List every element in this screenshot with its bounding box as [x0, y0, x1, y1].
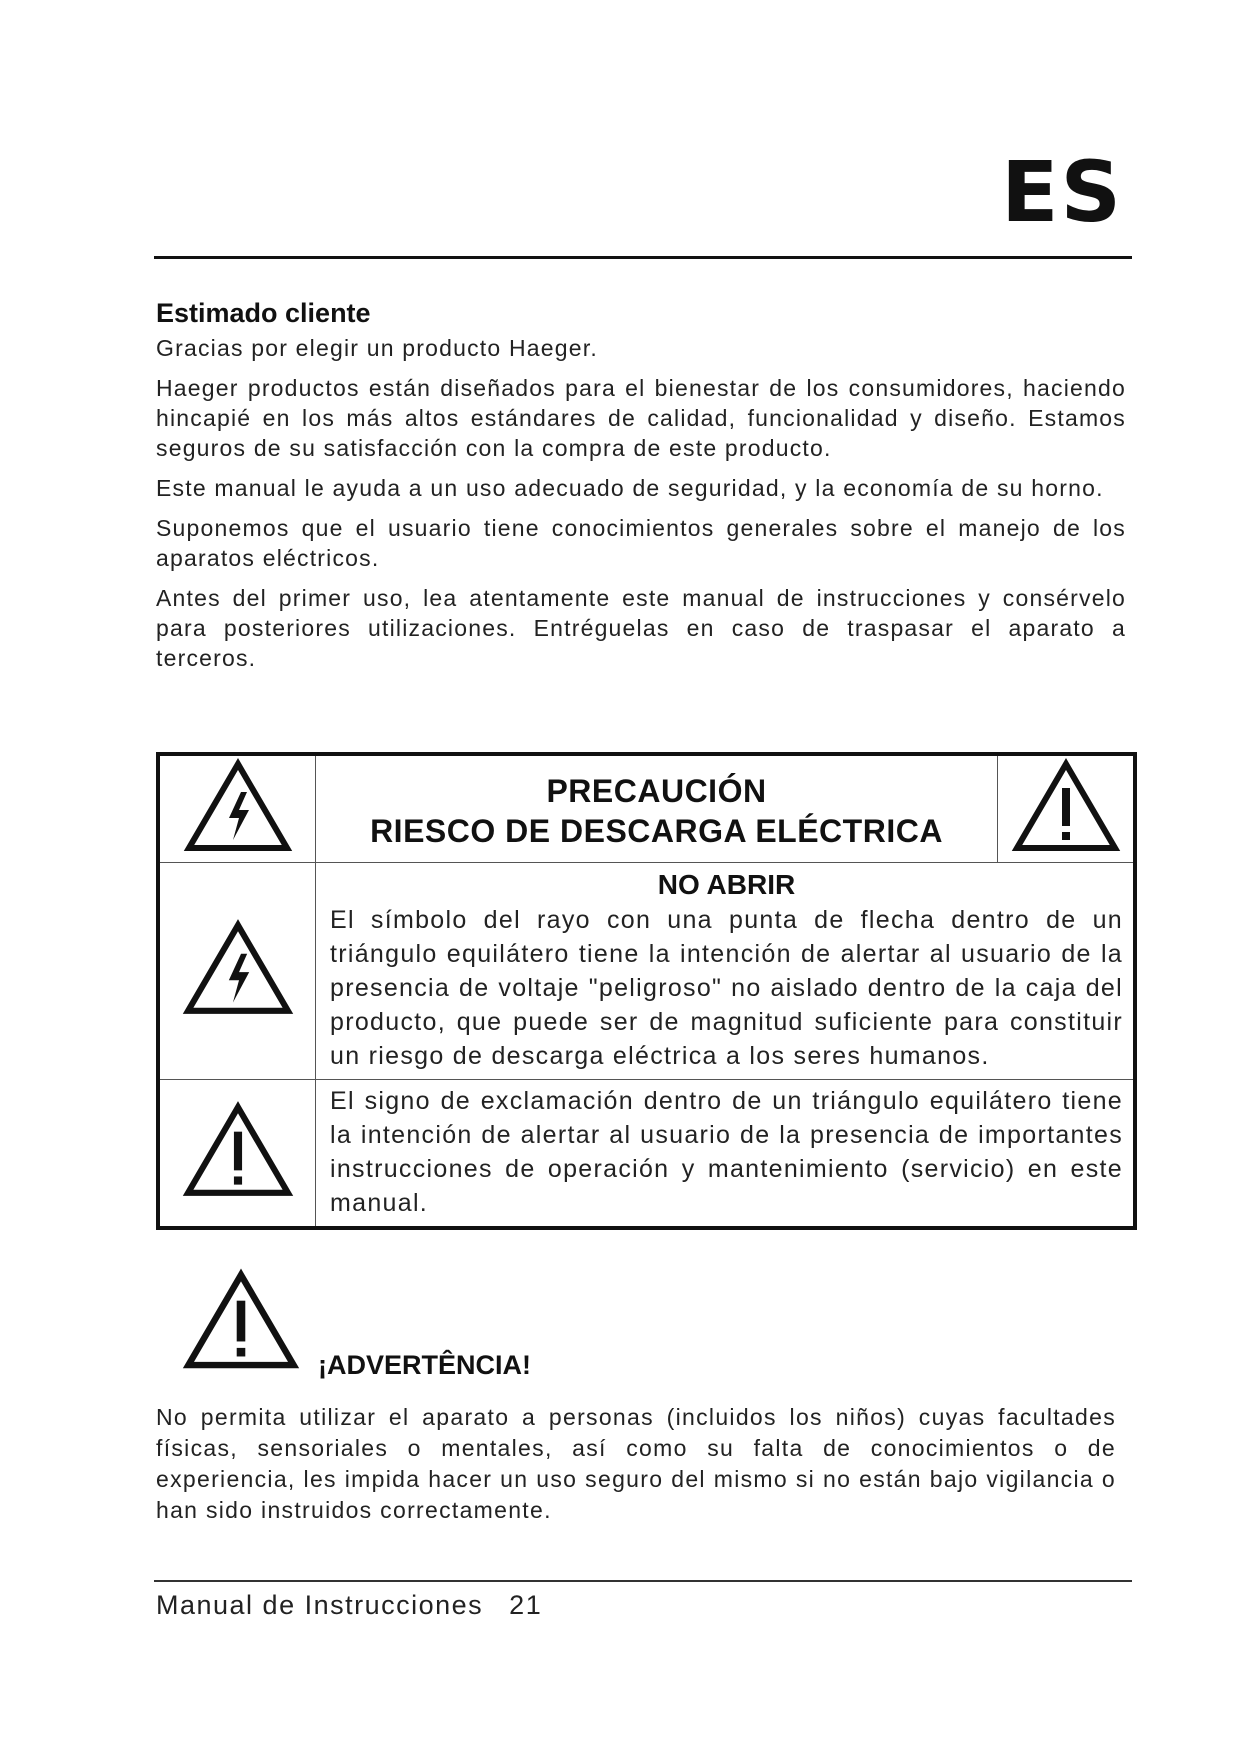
intro-paragraph-4: Suponemos que el usuario tiene conocimientos generales sobre el manejo de los aparatos eléctricos. [156, 515, 1126, 571]
exclamation-symbol-cell [158, 1079, 316, 1228]
caution-title-cell [316, 754, 998, 862]
intro-section [156, 298, 1126, 683]
do-not-open-label: NO ABRIR [657, 868, 796, 900]
caution-lightning-cell [158, 754, 316, 862]
caution-box [156, 752, 1137, 1230]
intro-paragraph-1: Gracias por elegir un producto Haeger. [156, 335, 598, 361]
lightning-warning-icon [183, 758, 293, 854]
advertencia-text: No permita utilizar el aparato a personas (incluidos los niños) cuyas facultades físicas, sensoriales o mentales, así como su falta de conocimientos o de experiencia, les impida hacer un uso seguro del mismo si no están bajo vigilancia o han sido instruidos correctamente. [156, 1404, 1116, 1523]
intro-paragraph-5: Antes del primer uso, lea atentamente este manual de instrucciones y consérvelo para posteriores utilizaciones. Entréguelas en caso de traspasar el aparato a terceros. [156, 585, 1126, 671]
advertencia-warning-icon [182, 1268, 300, 1372]
caution-exclamation-cell [998, 754, 1136, 862]
shock-risk-title: RIESCO DE DESCARGA ELÉCTRICA [370, 812, 943, 849]
header-rule [154, 256, 1132, 259]
page-number: 21 [509, 1590, 543, 1620]
advertencia-title: ¡ADVERTÊNCIA! [318, 1350, 531, 1380]
language-code: ES [1001, 143, 1123, 241]
caution-title: PRECAUCIÓN [546, 772, 767, 809]
lightning-explanation: El símbolo del rayo con una punta de flecha dentro de un triángulo equilátero tiene la intención de alertar al usuario de la presencia de voltaje "peligroso" no aislado dentro de la caja del producto, que puede ser de magnitud suficiente para constituir un riesgo de descarga eléctrica a los seres humanos. [330, 905, 1123, 1070]
exclamation-warning-icon [1011, 758, 1121, 854]
intro-paragraph-2: Haeger productos están diseñados para el bienestar de los consumidores, haciendo hincapié en los más altos estándares de calidad, funcionalidad y diseño. Estamos seguros de su satisfacción con la compra de este producto. [156, 375, 1126, 461]
greeting-heading: Estimado cliente [156, 298, 371, 328]
lightning-explanation-cell [316, 862, 1136, 1079]
footer-rule [154, 1580, 1132, 1582]
lightning-symbol-cell [158, 862, 316, 1079]
exclamation-explanation: El signo de exclamación dentro de un triángulo equilátero tiene la intención de alertar al usuario de la presencia de importantes instrucciones de operación y mantenimiento (servicio) en este manual. [330, 1086, 1123, 1217]
manual-label: Manual de Instrucciones [156, 1590, 484, 1620]
exclamation-explanation-cell [316, 1079, 1136, 1228]
intro-paragraph-3: Este manual le ayuda a un uso adecuado de seguridad, y la economía de su horno. [156, 475, 1104, 501]
lightning-warning-icon [182, 919, 294, 1017]
page-footer [156, 1590, 542, 1621]
exclamation-warning-icon [182, 1101, 294, 1199]
